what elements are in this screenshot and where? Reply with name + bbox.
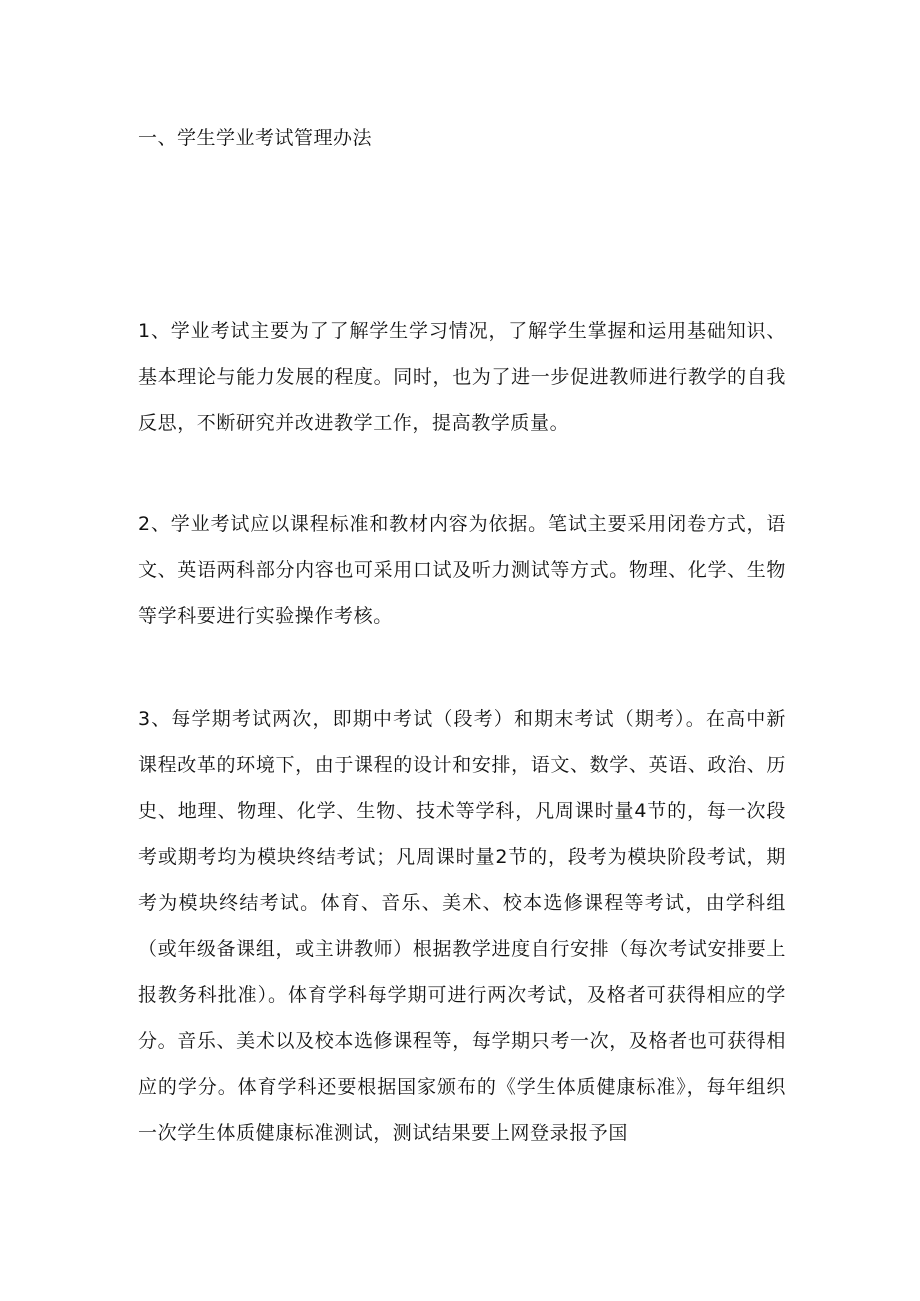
paragraph-2: 2、学业考试应以课程标准和教材内容为依据。笔试主要采用闭卷方式，语文、英语两科部分内容也可采用口试及听力测试等方式。物理、化学、生物等学科要进行实验操作考核。 (138, 513, 786, 627)
paragraph-3: 3、每学期考试两次，即期中考试（段考）和期末考试（期考）。在高中新课程改革的环境下，由于课程的设计和安排，语文、数学、英语、政治、历史、地理、物理、化学、生物、技术等学科，凡周课时量4节的，每一次段考或期考均为模块终结考试；凡周课时量2节的，段考为模块阶段考试，期考为模块终结考试。体育、音乐、美术、校本选修课程等考试，由学科组（或年级备课组，或主讲教师）根据教学进度自行安排（每次考试安排要上报教务科批准）。体育学科每学期可进行两次考试，及格者可获得相应的学分。音乐、美术以及校本选修课程等，每学期只考一次，及格者也可获得相应的学分。体育学科还要根据国家颁布的《学生体质健康标准》，每年组织一次学生体质健康标准测试，测试结果要上网登录报予国 (138, 708, 786, 1144)
section-heading: 一、学生学业考试管理办法 (138, 127, 373, 149)
paragraph-1: 1、学业考试主要为了了解学生学习情况，了解学生掌握和运用基础知识、基本理论与能力发展的程度。同时，也为了进一步促进教师进行教学的自我反思，不断研究并改进教学工作，提高教学质量。 (138, 320, 786, 434)
